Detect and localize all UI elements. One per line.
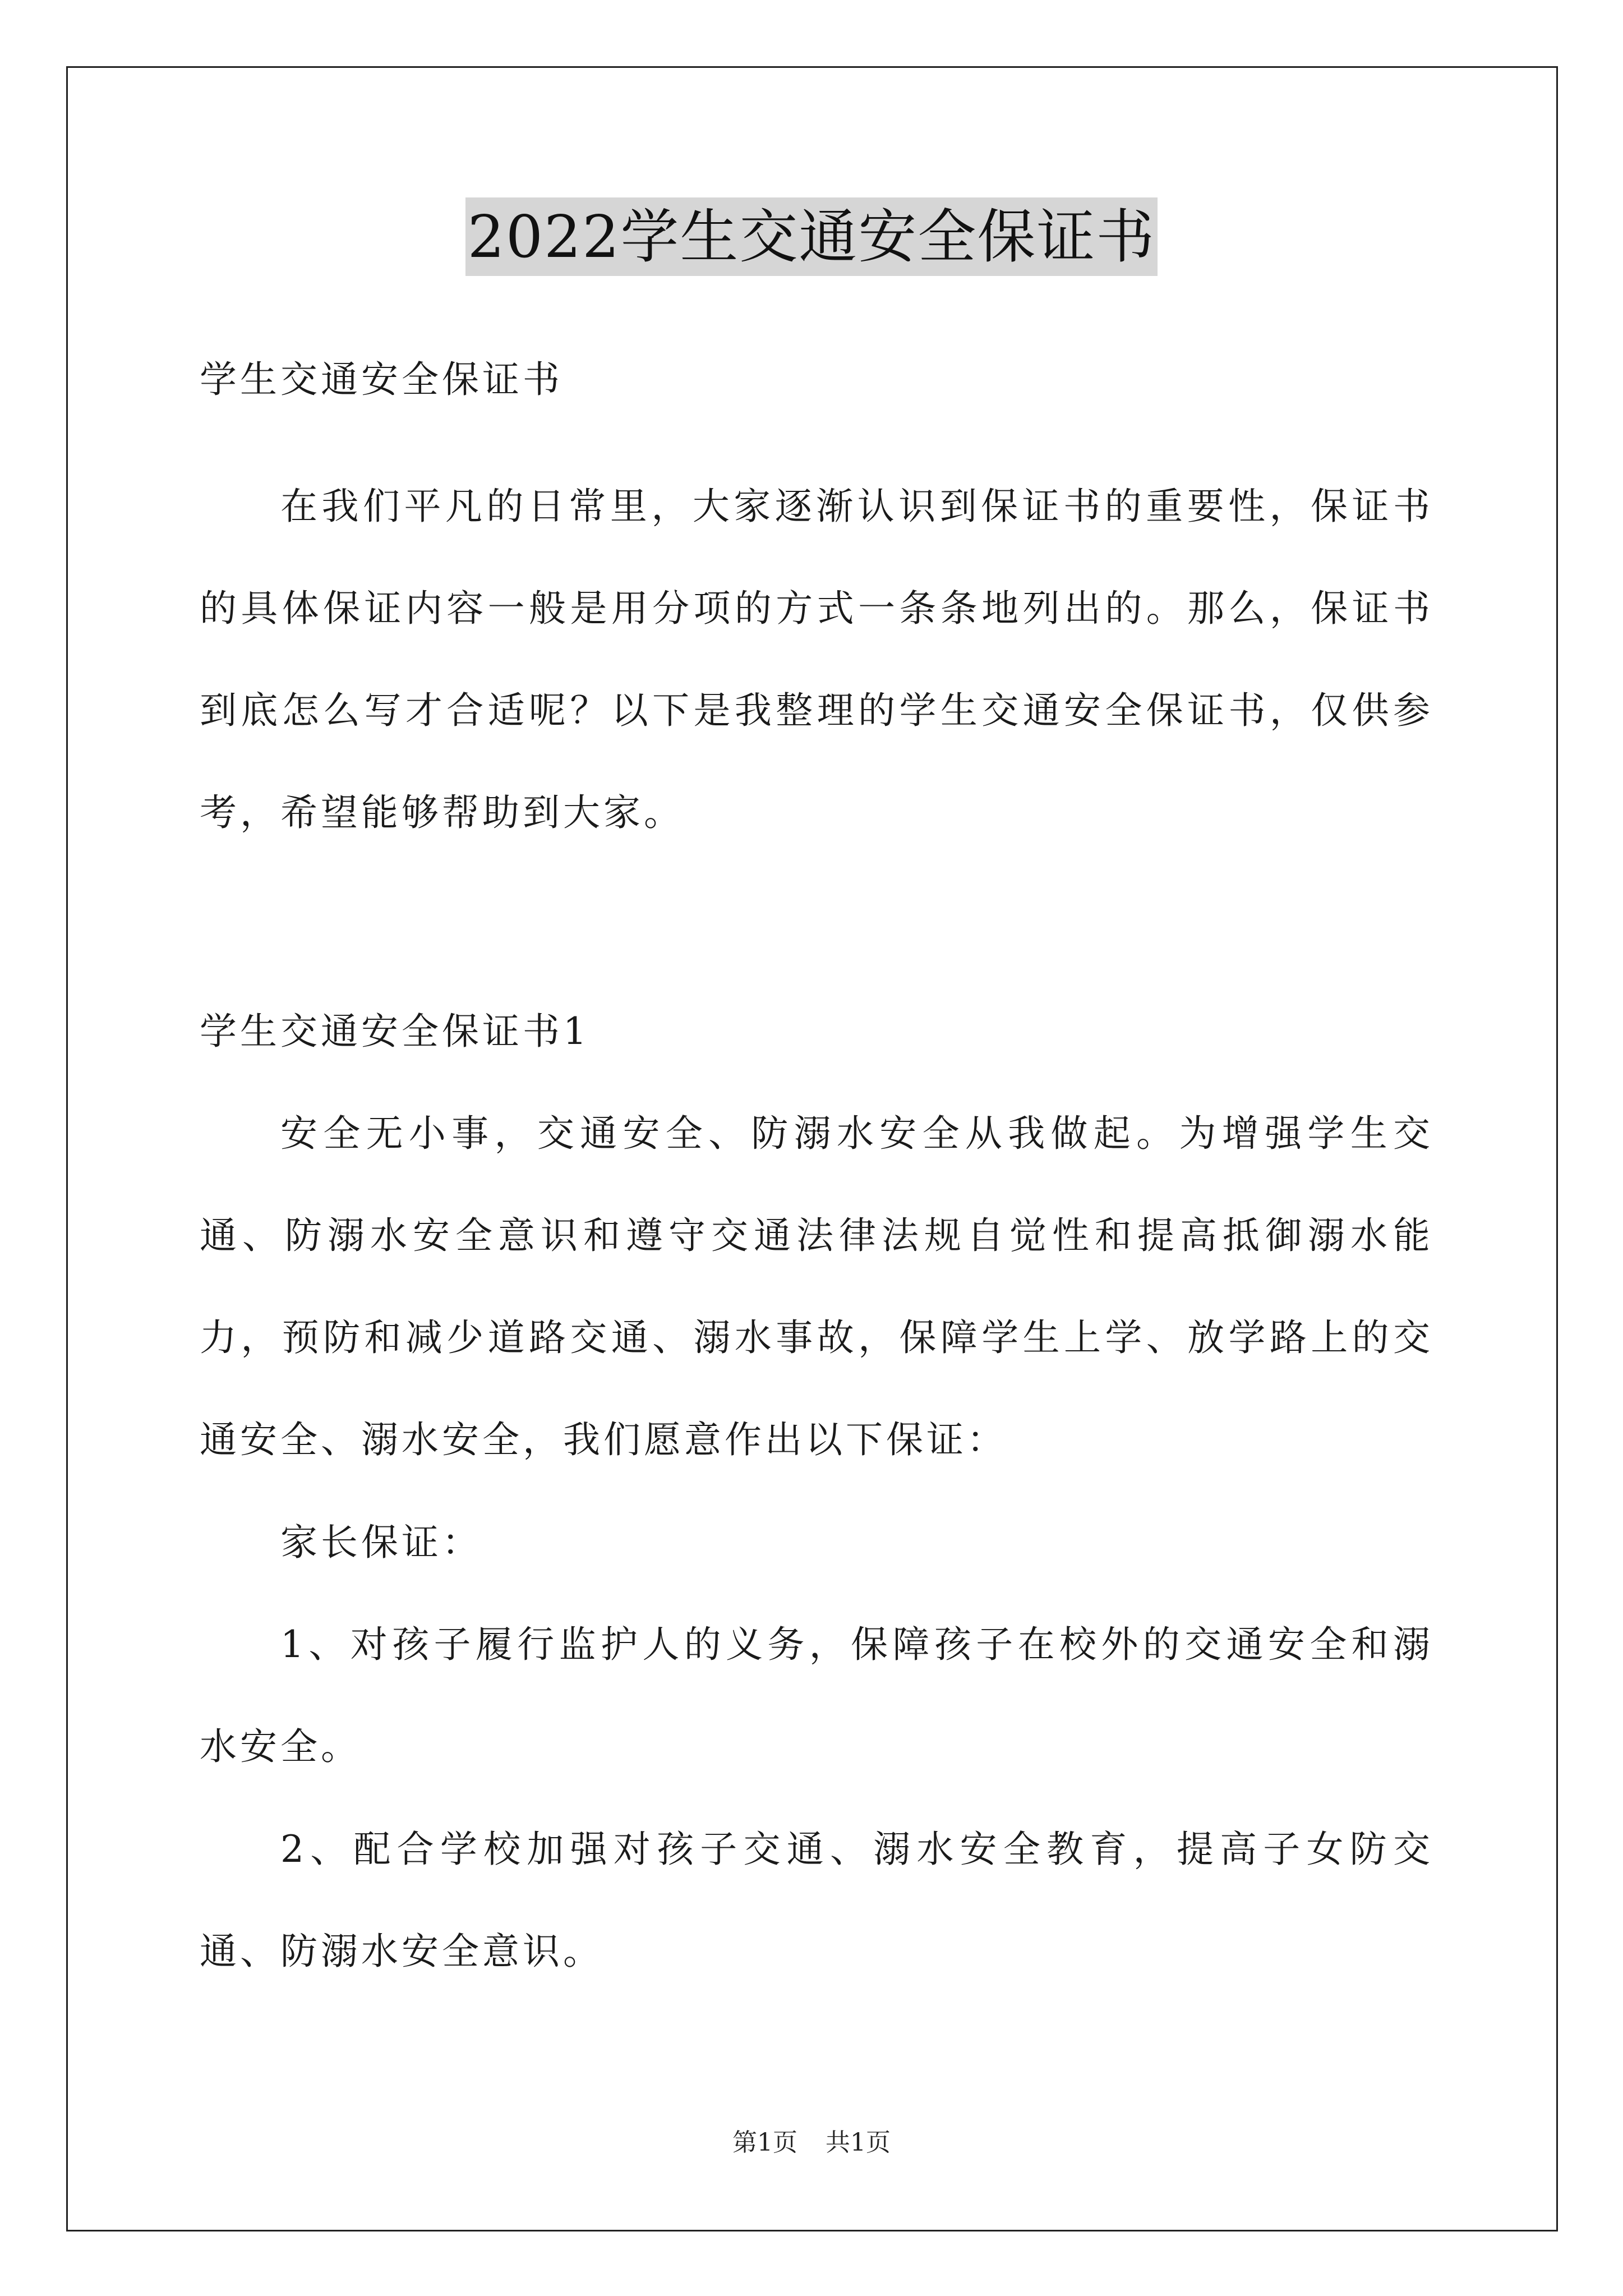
guarantee-item-1: 1、对孩子履行监护人的义务，保障孩子在校外的交通安全和溺水安全。 xyxy=(200,1623,1433,1768)
page-footer xyxy=(0,2126,1623,2160)
title-container xyxy=(0,197,1623,276)
section-heading-1: 学生交通安全保证书1 xyxy=(200,1010,590,1053)
section-heading: 学生交通安全保证书 xyxy=(200,358,563,401)
document-title: 2022学生交通安全保证书 xyxy=(465,197,1158,276)
page-number: 第1页 xyxy=(732,2128,797,2157)
page-total: 共1页 xyxy=(826,2128,891,2157)
parent-guarantee-heading: 家长保证： xyxy=(280,1521,482,1564)
guarantee-item-2: 2、配合学校加强对孩子交通、溺水安全教育，提高子女防交通、防溺水安全意识。 xyxy=(200,1828,1433,1973)
intro-paragraph: 在我们平凡的日常里，大家逐渐认识到保证书的重要性，保证书的具体保证内容一般是用分项的方式一条条地列出的。那么，保证书到底怎么写才合适呢？以下是我整理的学生交通安全保证书，仅供参考，希望能够帮助到大家。 xyxy=(200,485,1433,834)
safety-paragraph: 安全无小事，交通安全、防溺水安全从我做起。为增强学生交通、防溺水安全意识和遵守交通法律法规自觉性和提高抵御溺水能力，预防和减少道路交通、溺水事故，保障学生上学、放学路上的交通安全、溺水安全，我们愿意作出以下保证： xyxy=(200,1112,1433,1461)
